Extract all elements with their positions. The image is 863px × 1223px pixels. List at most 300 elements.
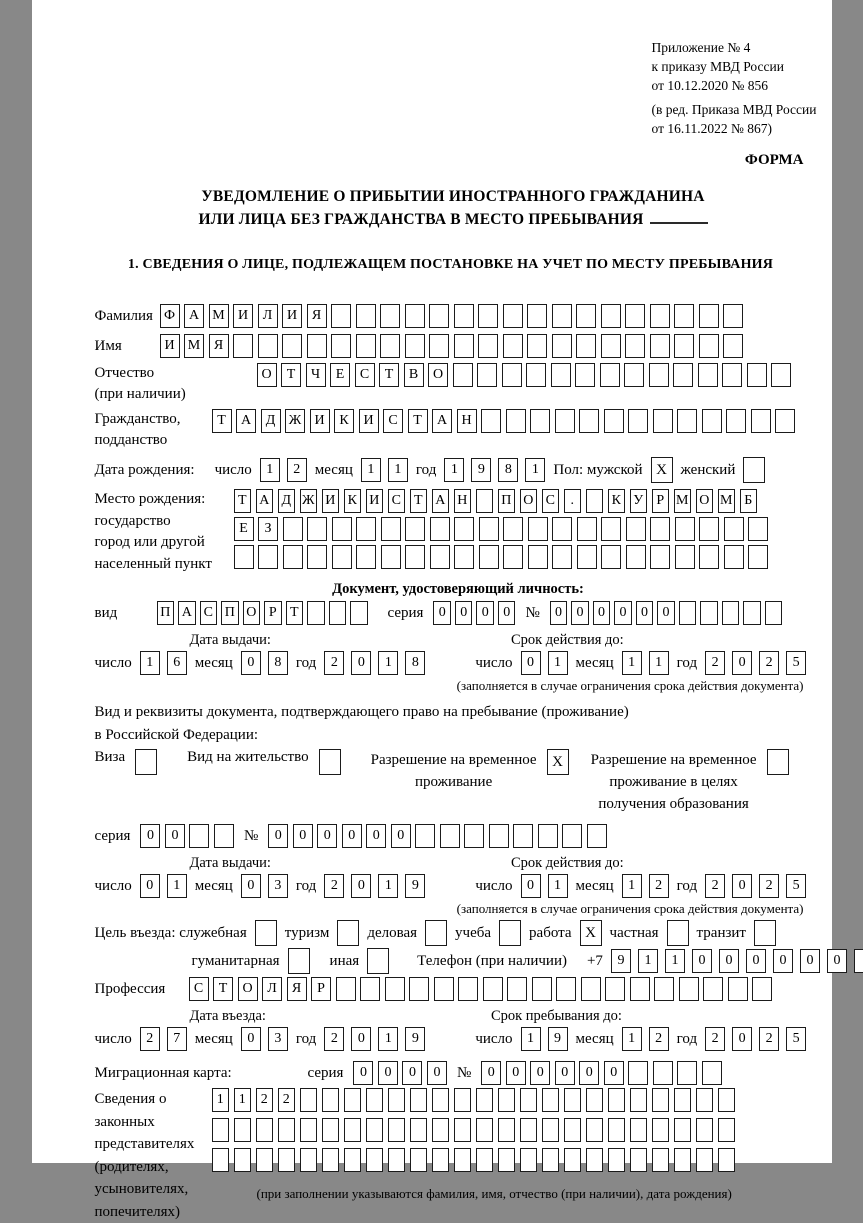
form-cell — [625, 334, 645, 358]
form-cell: И — [233, 304, 253, 328]
form-cell — [699, 304, 719, 328]
form-cell — [723, 304, 743, 328]
annex-line-2: к приказу МВД России — [651, 59, 784, 74]
form-cell — [356, 304, 376, 328]
form-cell — [608, 1088, 626, 1112]
name-cells — [160, 334, 744, 358]
form-cell — [728, 977, 748, 1001]
form-cell — [724, 517, 744, 541]
form-cell — [674, 1148, 692, 1172]
form-cell: Т — [281, 363, 301, 387]
annex-block — [652, 38, 832, 138]
form-cell — [626, 545, 646, 569]
form-cell: В — [404, 363, 424, 387]
form-cell — [380, 304, 400, 328]
entry-day — [140, 1027, 187, 1051]
form-cell — [405, 517, 425, 541]
purpose-other-label: иная — [329, 952, 360, 969]
form-cell — [256, 1148, 274, 1172]
form-cell — [332, 517, 352, 541]
form-cell — [331, 304, 351, 328]
migration-card-label: Миграционная карта: — [94, 1064, 232, 1081]
sex-female-checkbox — [743, 457, 765, 483]
form-cell — [481, 409, 501, 433]
form-cell — [331, 334, 351, 358]
form-cell — [564, 1088, 582, 1112]
form-cell: 5 — [786, 874, 806, 898]
form-cell — [476, 1088, 494, 1112]
form-cell: Р — [311, 977, 331, 1001]
form-cell: 1 — [212, 1088, 230, 1112]
form-cell — [307, 601, 325, 625]
form-cell: С — [383, 409, 403, 433]
form-cell — [601, 517, 621, 541]
form-cell: 5 — [786, 651, 806, 675]
purpose-humanitarian-checkbox — [288, 948, 310, 974]
form-cell: 2 — [287, 458, 307, 482]
form-cell: С — [542, 489, 560, 513]
form-cell: И — [366, 489, 384, 513]
form-cell: 0 — [351, 874, 371, 898]
surname-label: Фамилия — [94, 307, 153, 324]
form-cell — [527, 304, 547, 328]
form-cell: 9 — [471, 458, 491, 482]
form-cell — [234, 1148, 252, 1172]
profession-cells — [189, 977, 773, 1001]
form-cell: Т — [410, 489, 428, 513]
form-cell: Я — [287, 977, 307, 1001]
doc-kind-label: вид — [94, 604, 118, 621]
guardians-cells-row2 — [212, 1118, 736, 1142]
form-cell: А — [432, 409, 452, 433]
form-cell — [258, 334, 278, 358]
form-cell — [479, 517, 499, 541]
form-cell — [726, 409, 746, 433]
form-cell — [454, 334, 474, 358]
title-underline — [650, 210, 708, 224]
form-cell — [626, 517, 646, 541]
form-cell: Т — [408, 409, 428, 433]
form-cell: 2 — [278, 1088, 296, 1112]
form-cell — [771, 363, 791, 387]
id-doc-date-heads: Дата выдачи: Срок действия до: — [189, 632, 624, 648]
form-cell — [513, 824, 533, 848]
form-cell — [552, 545, 572, 569]
form-cell — [356, 517, 376, 541]
form-cell: 0 — [353, 1061, 373, 1085]
form-cell: Н — [454, 489, 472, 513]
form-cell: Р — [264, 601, 282, 625]
temp-permit-checkbox: X — [547, 749, 569, 775]
form-cell — [366, 1148, 384, 1172]
form-cell — [586, 1088, 604, 1112]
id-valid-year — [705, 651, 806, 675]
form-cell: Я — [307, 304, 327, 328]
form-cell — [380, 334, 400, 358]
form-cell: 1 — [665, 949, 685, 973]
form-cell — [329, 601, 347, 625]
form-cell — [307, 517, 327, 541]
form-cell — [751, 409, 771, 433]
form-cell — [696, 1148, 714, 1172]
form-cell: 1 — [548, 874, 568, 898]
form-cell: 0 — [773, 949, 793, 973]
form-cell — [653, 409, 673, 433]
form-cell — [542, 1148, 560, 1172]
form-cell: 0 — [241, 651, 261, 675]
form-cell — [630, 977, 650, 1001]
form-cell: Т — [379, 363, 399, 387]
form-cell — [405, 545, 425, 569]
purpose-business-label: деловая — [367, 924, 418, 941]
mig-number-cells — [481, 1061, 722, 1085]
form-cell: А — [178, 601, 196, 625]
id-doc-heading: Документ, удостоверяющий личность: — [332, 581, 584, 597]
form-cell — [476, 489, 494, 513]
entry-year — [324, 1027, 425, 1051]
form-cell — [528, 545, 548, 569]
form-cell — [674, 1118, 692, 1142]
form-cell — [679, 977, 699, 1001]
form-cell — [278, 1118, 296, 1142]
stay-year — [705, 1027, 806, 1051]
form-cell — [724, 545, 744, 569]
form-cell — [478, 304, 498, 328]
form-cell: 1 — [649, 651, 669, 675]
migration-card-row: Миграционная карта: серия 0 0 0 0 № 0 0 0 0 0 0 — [95, 1060, 832, 1086]
form-cell: 7 — [167, 1027, 187, 1051]
form-cell: 0 — [692, 949, 712, 973]
form-cell: 2 — [649, 1027, 669, 1051]
citizenship-cells — [212, 409, 796, 433]
form-cell — [332, 545, 352, 569]
form-cell — [322, 1118, 340, 1142]
purpose-study-label: учеба — [455, 924, 492, 941]
form-cell: 1 — [622, 1027, 642, 1051]
form-cell: 0 — [732, 1027, 752, 1051]
form-cell — [307, 545, 327, 569]
temp-permit-label: Разрешение на временное проживание — [370, 752, 537, 790]
form-cell — [278, 1148, 296, 1172]
form-cell — [212, 1118, 230, 1142]
form-cell: 1 — [388, 458, 408, 482]
purpose-official-checkbox — [255, 920, 277, 946]
form-cell: С — [189, 977, 209, 1001]
form-cell: Е — [234, 517, 254, 541]
form-cell — [476, 1118, 494, 1142]
form-cell: 2 — [705, 651, 725, 675]
form-cell: 0 — [165, 824, 185, 848]
form-cell — [344, 1118, 362, 1142]
form-cell — [454, 545, 474, 569]
form-cell — [454, 1148, 472, 1172]
form-cell — [577, 545, 597, 569]
form-cell — [586, 489, 604, 513]
form-cell: 1 — [444, 458, 464, 482]
id-valid-month — [622, 651, 669, 675]
patronymic-cells — [257, 363, 792, 387]
form-cell — [233, 334, 253, 358]
sex-male-label: Пол: мужской — [553, 461, 643, 478]
form-cell — [356, 545, 376, 569]
form-cell — [722, 601, 740, 625]
form-cell: 1 — [260, 458, 280, 482]
resid-number-cells — [268, 824, 607, 848]
form-cell — [675, 517, 695, 541]
citizenship-row — [95, 409, 832, 451]
form-cell: 9 — [548, 1027, 568, 1051]
form-cell — [454, 517, 474, 541]
resid-valid-month — [622, 874, 669, 898]
form-cell: И — [160, 334, 180, 358]
form-cell: О — [428, 363, 448, 387]
form-cell — [429, 334, 449, 358]
form-cell — [654, 977, 674, 1001]
form-cell: 9 — [611, 949, 631, 973]
form-cell — [679, 601, 697, 625]
form-cell: 1 — [638, 949, 658, 973]
resid-doc-type-row — [95, 749, 832, 815]
form-cell: П — [157, 601, 175, 625]
form-cell — [360, 977, 380, 1001]
form-cell — [556, 977, 576, 1001]
form-cell — [600, 363, 620, 387]
form-cell — [503, 545, 523, 569]
purpose-official-label: Цель въезда: служебная — [94, 924, 247, 941]
form-cell: 0 — [657, 601, 675, 625]
form-cell — [483, 977, 503, 1001]
form-cell: 0 — [555, 1061, 575, 1085]
form-cell — [854, 949, 863, 973]
form-cell — [405, 304, 425, 328]
visa-label: Виза — [94, 749, 126, 765]
birthplace-label: Место рождения: государство город или другой населенный пункт — [94, 491, 212, 572]
form-cell: С — [355, 363, 375, 387]
form-cell: П — [221, 601, 239, 625]
id-doc-dates-row: число 1 6 месяц 0 8 год 2 0 1 8 число 0 1 месяц 1 1 год 2 0 2 5 — [95, 650, 832, 676]
purpose-transit-checkbox — [754, 920, 776, 946]
form-cell — [381, 545, 401, 569]
form-cell: 0 — [521, 651, 541, 675]
form-cell: А — [184, 304, 204, 328]
form-cell — [432, 1148, 450, 1172]
guardians-block — [95, 1088, 832, 1223]
form-cell: 0 — [530, 1061, 550, 1085]
purpose-private-label: частная — [609, 924, 659, 941]
sex-female-label: женский — [680, 461, 736, 478]
purpose-private-checkbox — [667, 920, 689, 946]
form-cell: 0 — [140, 874, 160, 898]
form-cell: 0 — [476, 601, 494, 625]
visa-checkbox — [135, 749, 157, 775]
form-cell: 1 — [548, 651, 568, 675]
temp-permit-edu-checkbox — [767, 749, 789, 775]
form-cell — [722, 363, 742, 387]
form-cell — [699, 517, 719, 541]
form-cell: 0 — [140, 824, 160, 848]
form-cell: 2 — [705, 874, 725, 898]
form-cell: О — [520, 489, 538, 513]
form-cell — [674, 304, 694, 328]
doc-number-cells — [550, 601, 783, 625]
form-cell: . — [564, 489, 582, 513]
form-cell: С — [388, 489, 406, 513]
form-cell — [430, 545, 450, 569]
form-cell — [552, 517, 572, 541]
form-cell: 9 — [405, 874, 425, 898]
form-cell — [381, 517, 401, 541]
form-cell: К — [608, 489, 626, 513]
form-cell — [575, 363, 595, 387]
form-cell — [282, 334, 302, 358]
form-cell: 0 — [550, 601, 568, 625]
form-cell — [630, 1148, 648, 1172]
form-cell: 0 — [746, 949, 766, 973]
form-cell: Ж — [285, 409, 305, 433]
form-cell: 0 — [317, 824, 337, 848]
form-cell: 1 — [378, 651, 398, 675]
form-cell: М — [184, 334, 204, 358]
title-line-1: УВЕДОМЛЕНИЕ О ПРИБЫТИИ ИНОСТРАННОГО ГРАЖДАНИНА — [201, 188, 705, 205]
form-cell — [300, 1118, 318, 1142]
form-cell: 0 — [719, 949, 739, 973]
form-cell — [458, 977, 478, 1001]
form-cell: 2 — [759, 651, 779, 675]
form-cell: 0 — [455, 601, 473, 625]
form-cell: А — [236, 409, 256, 433]
form-cell: 0 — [378, 1061, 398, 1085]
form-cell — [718, 1088, 736, 1112]
form-cell — [464, 824, 484, 848]
form-cell — [336, 977, 356, 1001]
form-cell — [432, 1088, 450, 1112]
form-cell: 2 — [324, 1027, 344, 1051]
form-cell — [322, 1148, 340, 1172]
form-cell: 0 — [732, 874, 752, 898]
form-cell — [410, 1118, 428, 1142]
form-cell: 0 — [800, 949, 820, 973]
form-cell: 0 — [241, 1027, 261, 1051]
form-cell: Б — [740, 489, 758, 513]
resid-doc-text: Вид и реквизиты документа, подтверждающего право на пребывание (проживание) в Российской Федерации: — [94, 704, 629, 743]
purpose-row-2 — [95, 948, 841, 974]
form-cell: 2 — [649, 874, 669, 898]
form-cell: А — [432, 489, 450, 513]
birthdate-row: Дата рождения: число 1 2 месяц 1 1 год 1 9 8 1 Пол: мужской X женский — [95, 457, 832, 483]
form-cell — [586, 1148, 604, 1172]
section1-heading: 1. СВЕДЕНИЯ О ЛИЦЕ, ПОДЛЕЖАЩЕМ ПОСТАНОВКЕ НА УЧЕТ ПО МЕСТУ ПРЕБЫВАНИЯ — [127, 257, 774, 272]
form-cell — [630, 1088, 648, 1112]
form-cell — [434, 977, 454, 1001]
form-cell: 8 — [498, 458, 518, 482]
form-cell: Д — [261, 409, 281, 433]
form-cell: Т — [213, 977, 233, 1001]
form-cell: С — [200, 601, 218, 625]
form-cell — [650, 517, 670, 541]
form-cell: 0 — [481, 1061, 501, 1085]
form-cell — [576, 334, 596, 358]
form-cell — [608, 1118, 626, 1142]
form-cell: 1 — [622, 874, 642, 898]
form-cell — [748, 517, 768, 541]
form-cell — [562, 824, 582, 848]
form-cell: Л — [258, 304, 278, 328]
form-cell — [699, 334, 719, 358]
form-cell — [366, 1118, 384, 1142]
form-cell — [579, 409, 599, 433]
form-cell — [586, 1118, 604, 1142]
form-cell — [307, 334, 327, 358]
form-cell — [409, 977, 429, 1001]
phone-prefix: +7 — [586, 952, 603, 969]
form-cell — [702, 409, 722, 433]
form-cell — [628, 409, 648, 433]
annex-line-3: от 10.12.2020 № 856 — [651, 78, 768, 93]
form-cell: 0 — [342, 824, 362, 848]
form-cell — [624, 363, 644, 387]
form-cell — [454, 1118, 472, 1142]
form-cell: У — [630, 489, 648, 513]
form-cell — [702, 1061, 722, 1085]
form-cell — [608, 1148, 626, 1172]
form-cell — [410, 1148, 428, 1172]
form-cell: Р — [652, 489, 670, 513]
form-cell: М — [209, 304, 229, 328]
entry-date-heads: Дата въезда: Срок пребывания до: — [189, 1008, 622, 1024]
form-cell: 1 — [521, 1027, 541, 1051]
form-cell: Ф — [160, 304, 180, 328]
surname-row — [95, 303, 832, 329]
form-cell — [674, 1088, 692, 1112]
sex-male-checkbox: X — [651, 457, 673, 483]
form-cell — [234, 1118, 252, 1142]
form-cell: М — [718, 489, 736, 513]
form-cell — [699, 545, 719, 569]
title-line-2: ИЛИ ЛИЦА БЕЗ ГРАЖДАНСТВА В МЕСТО ПРЕБЫВАНИЯ — [75, 208, 832, 231]
profession-row — [95, 976, 832, 1002]
form-cell — [322, 1088, 340, 1112]
form-cell: 2 — [324, 651, 344, 675]
form-cell: Д — [278, 489, 296, 513]
form-cell: 0 — [427, 1061, 447, 1085]
form-cell — [503, 304, 523, 328]
form-cell: 5 — [786, 1027, 806, 1051]
form-cell — [520, 1118, 538, 1142]
form-cell — [388, 1148, 406, 1172]
form-cell — [410, 1088, 428, 1112]
resid-series-row: серия 0 0 № 0 0 0 0 0 0 — [95, 823, 832, 849]
citizenship-label: Гражданство, подданство — [94, 411, 181, 448]
form-cell — [555, 409, 575, 433]
form-cell: З — [258, 517, 278, 541]
form-cell — [698, 363, 718, 387]
form-cell — [538, 824, 558, 848]
form-cell: 1 — [378, 874, 398, 898]
form-cell: 0 — [351, 1027, 371, 1051]
purpose-row — [95, 920, 832, 946]
form-cell: 0 — [241, 874, 261, 898]
form-cell — [696, 1118, 714, 1142]
form-cell — [476, 1148, 494, 1172]
form-cell — [356, 334, 376, 358]
guardians-cells-row1 — [212, 1088, 736, 1112]
form-cell — [432, 1118, 450, 1142]
form-cell — [415, 824, 435, 848]
form-cell — [673, 363, 693, 387]
purpose-humanitarian-label: гуманитарная — [191, 952, 280, 969]
form-cell — [605, 977, 625, 1001]
form-cell: 3 — [268, 874, 288, 898]
